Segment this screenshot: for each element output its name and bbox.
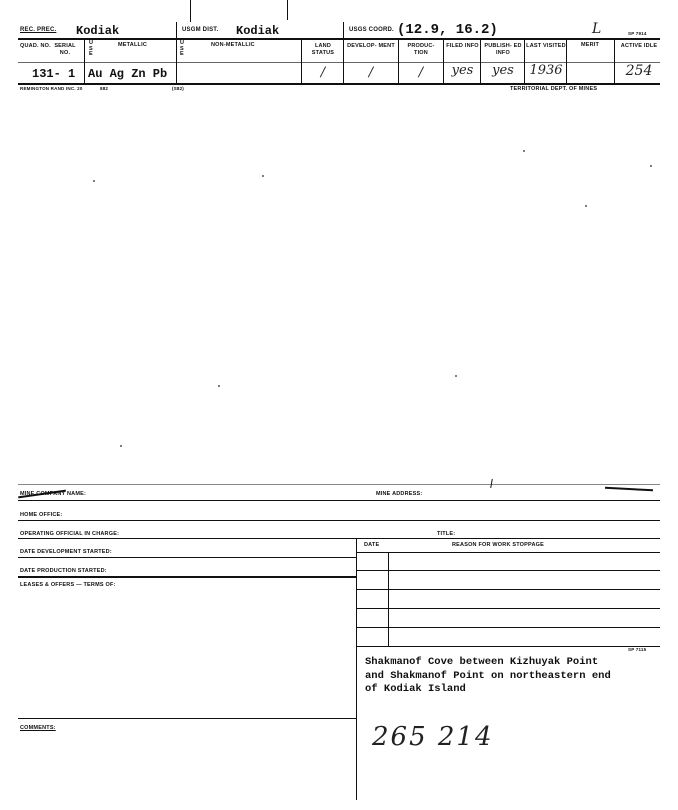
col-last-visited: LAST VISITED: [526, 43, 566, 49]
col-divider: [398, 38, 399, 83]
form-code-top: SP 7914: [628, 31, 647, 36]
form-rule: [18, 576, 356, 578]
record-filed-info: yes: [451, 63, 474, 78]
stoppage-heading-rule: [356, 552, 660, 553]
col-divider: [301, 38, 302, 83]
col-use-metallic: U S E: [89, 40, 94, 57]
col-divider: [614, 38, 615, 83]
speck: [585, 205, 587, 207]
form-rule: [18, 520, 660, 521]
center-divider: [356, 538, 357, 800]
header-divider: [176, 22, 177, 38]
usgs-coord-label: USGS COORD.: [349, 27, 394, 33]
date-development-label: DATE DEVELOPMENT STARTED:: [20, 549, 112, 555]
col-serial-no: SERIAL NO.: [54, 43, 76, 56]
col-quad-no: QUAD. NO.: [20, 43, 51, 49]
header-divider: [343, 22, 344, 38]
record-rule: [18, 83, 660, 85]
territorial-dept: TERRITORIAL DEPT. OF MINES: [510, 86, 598, 92]
record-active-idle: 254: [625, 63, 653, 79]
col-divider: [480, 38, 481, 83]
mine-company-name-label: MINE COMPANY NAME:: [20, 491, 87, 497]
mine-address-label: MINE ADDRESS:: [376, 491, 423, 497]
col-divider: [566, 38, 567, 83]
operating-official-label: OPERATING OFFICIAL IN CHARGE:: [20, 531, 120, 537]
record-development: /: [368, 65, 374, 80]
record-last-visited: 1936: [529, 63, 563, 78]
reason-column-label: REASON FOR WORK STOPPAGE: [452, 542, 544, 548]
header-rule: [18, 38, 660, 40]
tab-divider: [287, 0, 288, 20]
printer-code: 882: [100, 86, 109, 91]
record-land-status: /: [320, 65, 326, 80]
form-rule: [18, 557, 356, 558]
home-office-label: HOME OFFICE:: [20, 512, 63, 518]
speck: [218, 385, 220, 387]
col-divider: [443, 38, 444, 83]
col-active-idle: ACTIVE IDLE: [620, 43, 658, 49]
stoppage-row: [356, 570, 660, 571]
col-divider: [524, 38, 525, 83]
col-production: PRODUC- TION: [407, 43, 435, 56]
pen-stroke: [605, 487, 653, 491]
stoppage-row: [356, 627, 660, 628]
location-line: and Shakmanof Point on northeastern end: [365, 669, 611, 682]
form-rule: [18, 538, 660, 539]
col-development: DEVELOP- MENT: [347, 43, 395, 49]
title-label: TITLE:: [437, 531, 456, 537]
col-metallic: METALLIC: [118, 42, 147, 48]
stoppage-row: [356, 589, 660, 590]
speck: [523, 150, 525, 152]
col-divider: [176, 38, 177, 83]
col-published-info: PUBLISH- ED INFO: [484, 43, 522, 56]
speck: [455, 375, 457, 377]
leases-offers-label: LEASES & OFFERS — TERMS OF:: [20, 582, 116, 588]
form-rule: [18, 718, 356, 719]
usgs-coord-value: (12.9, 16.2): [397, 22, 498, 38]
col-merit: MERIT: [580, 42, 600, 48]
usgm-dist-label: USGM DIST.: [182, 27, 219, 33]
col-land-status: LAND STATUS: [311, 43, 335, 56]
rec-prec-value: Kodiak: [76, 24, 120, 38]
column-heading-rule: [18, 62, 660, 63]
speck: [262, 175, 264, 177]
date-production-label: DATE PRODUCTION STARTED:: [20, 568, 107, 574]
speck: [120, 445, 122, 447]
record-metallic: Au Ag Zn Pb: [88, 67, 168, 81]
col-non-metallic: NON-METALLIC: [211, 42, 255, 48]
rec-prec-label: REC. PREC.: [20, 27, 57, 33]
usgm-dist-value: Kodiak: [236, 24, 280, 38]
location-description: [365, 656, 665, 697]
stoppage-row: [356, 608, 660, 609]
col-divider: [84, 38, 85, 83]
printer-code-2: (S82): [172, 86, 185, 91]
comments-label: COMMENTS:: [20, 725, 56, 731]
tab-divider: [190, 0, 191, 22]
speck: [93, 180, 95, 182]
record-published-info: yes: [492, 63, 514, 78]
stoppage-row: [356, 646, 660, 647]
speck: [650, 165, 652, 167]
col-divider: [343, 38, 344, 83]
corner-mark: L: [592, 21, 602, 37]
form-code-bottom: SP 7115: [628, 647, 647, 652]
form-rule: [18, 500, 660, 501]
printer-imprint: REMINGTON RAND INC. 20: [20, 86, 83, 91]
record-quad-serial: 131- 1: [32, 67, 76, 81]
stoppage-date-divider: [388, 552, 389, 647]
date-column-label: DATE: [364, 542, 380, 548]
handwritten-number: 265 214: [372, 722, 494, 752]
col-use-nonmetallic: U S E: [180, 40, 185, 57]
location-line: of Kodiak Island: [365, 683, 466, 695]
record-production: /: [418, 65, 424, 80]
col-filed-info: FILED INFO: [446, 43, 479, 49]
bottom-card-top-border: [18, 484, 660, 485]
location-line: Shakmanof Cove between Kizhuyak Point: [365, 656, 599, 668]
